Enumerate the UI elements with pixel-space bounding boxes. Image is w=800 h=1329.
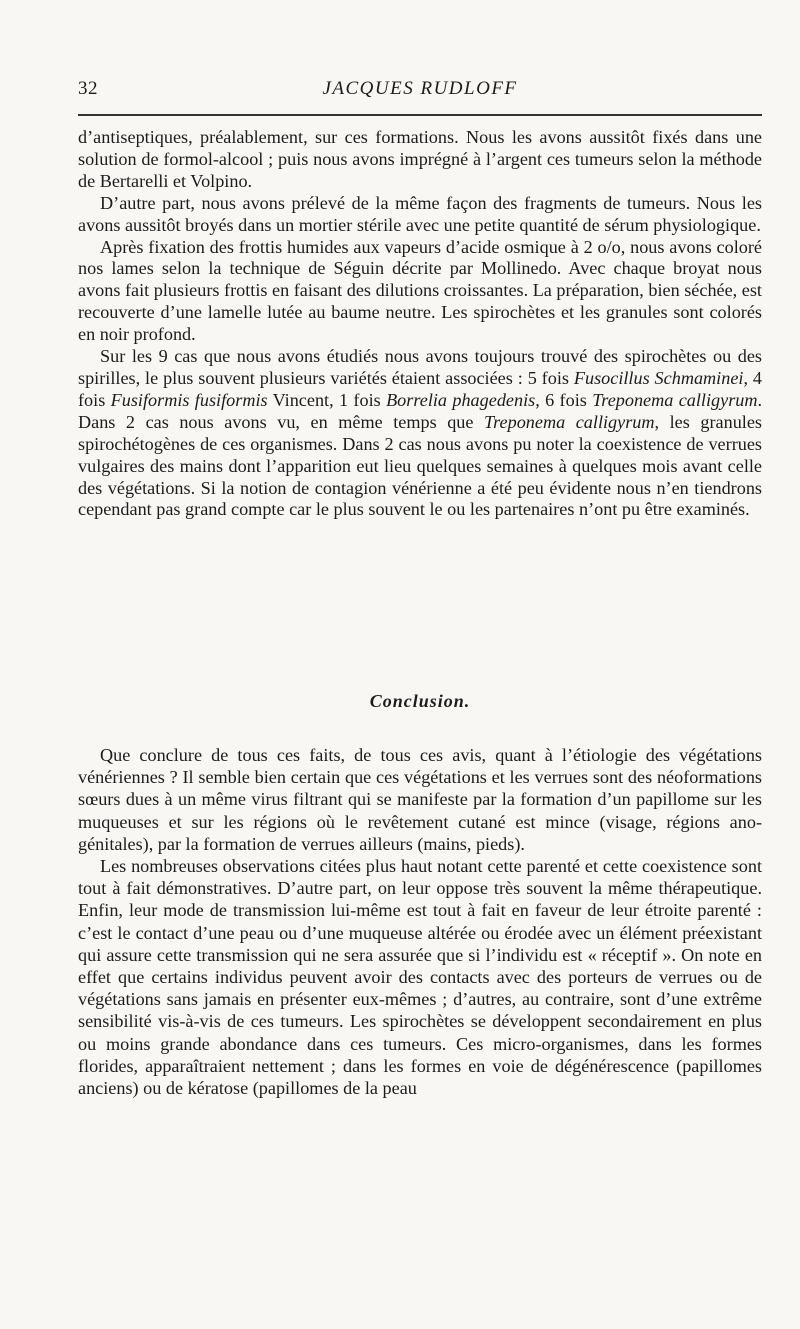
- running-head: JACQUES RUDLOFF: [322, 78, 518, 99]
- species-name: Treponema calligyrum: [592, 389, 758, 410]
- text-run: . Dans 2 cas nous avons vu, en même temps que: [78, 389, 763, 432]
- text-run: , 6 fois: [535, 389, 593, 410]
- body-section-conclusion: [78, 744, 762, 1099]
- text-run: , 4 fois: [78, 367, 762, 410]
- text-run: Vincent, 1 fois: [267, 389, 387, 410]
- species-name: Treponema calligyrum: [484, 411, 655, 432]
- paragraph: [78, 346, 762, 521]
- paragraph: D’autre part, nous avons prélevé de la même façon des fragments de tumeurs. Nous les avons aussitôt broyés dans un mortier stérile avec une petite quantité de sérum physiologique.: [78, 192, 762, 235]
- page-header: [78, 78, 762, 108]
- paragraph: Les nombreuses observations citées plus haut notant cette parenté et cette coexistence sont tout à fait démonstratives. D’autre part, on leur oppose très souvent la même thérapeutique. Enfin, leur mode de transmission lui-même est tout à fait en faveur de leur étroite parenté : c’est le contact d’une peau ou d’une muqueuse altérée ou érodée avec un élément préexistant qui assure cette transmission qui ne sera assurée que si l’individu est « réceptif ». On note en effet que certains individus peuvent avoir des contacts avec des porteurs de verrues ou de végétations sans jamais en présenter eux-mêmes ; d’autres, au contraire, sont d’une extrême sensibilité vis-à-vis de ces tumeurs. Les spirochètes se développent secondairement en plus ou moins grande abondance dans ces tumeurs. Ces micro-organismes, dans les formes florides, apparaîtraient nettement ; dans les formes en voie de dégénérescence (papillomes anciens) ou de kératose (papillomes de la peau: [78, 856, 762, 1099]
- text-run: Sur les 9 cas que nous avons étudiés nous avons toujours trouvé des spirochètes ou des spirilles, le plus souvent plusieurs variétés étaient associées : 5 fois: [78, 346, 762, 388]
- page-number: 32: [78, 78, 98, 99]
- paragraph: Que conclure de tous ces faits, de tous ces avis, quant à l’étiologie des végétations vénériennes ? Il semble bien certain que ces végétations et les verrues sont des néoformations sœurs dues à un même virus filtrant qui se manifeste par la formation d’un papillome sur les muqueuses et sur les régions où le revêtement cutané est mince (visage, régions ano-génitales), par la formation de verrues ailleurs (mains, pieds).: [78, 745, 762, 854]
- species-name: Borrelia phagedenis: [386, 389, 536, 410]
- species-name: Fusiformis fusiformis: [110, 389, 268, 410]
- species-name: Fusocillus Schmaminei: [573, 367, 744, 388]
- body-section-methods: [78, 127, 762, 521]
- paragraph: Après fixation des frottis humides aux vapeurs d’acide osmique à 2 o/o, nous avons coloré nos lames selon la technique de Séguin décrite par Mollinedo. Avec chaque broyat nous avons fait plusieurs frottis en faisant des dilutions croissantes. La préparation, bien séchée, est recouverte d’une lamelle lutée au baume neutre. Les spirochètes et les granules sont colorés en noir profond.: [78, 236, 762, 345]
- text-run: , les granules spirochétogènes de ces organismes. Dans 2 cas nous avons pu noter la coexistence de verrues vulgaires des mains dont l’apparition eut lieu quelques semaines à quelques mois avant celle des végétations. Si la notion de contagion vénérienne a été peu évidente nous n’en tiendrons cependant pas grand compte car le plus souvent le ou les partenaires n’ont pu être examinés.: [78, 411, 762, 520]
- section-heading-conclusion: Conclusion.: [369, 691, 471, 711]
- paragraph: d’antiseptiques, préalablement, sur ces formations. Nous les avons aussitôt fixés dans une solution de formol-alcool ; puis nous avons imprégné à l’argent ces tumeurs selon la méthode de Bertarelli et Volpino.: [78, 127, 762, 191]
- header-rule: [78, 114, 762, 116]
